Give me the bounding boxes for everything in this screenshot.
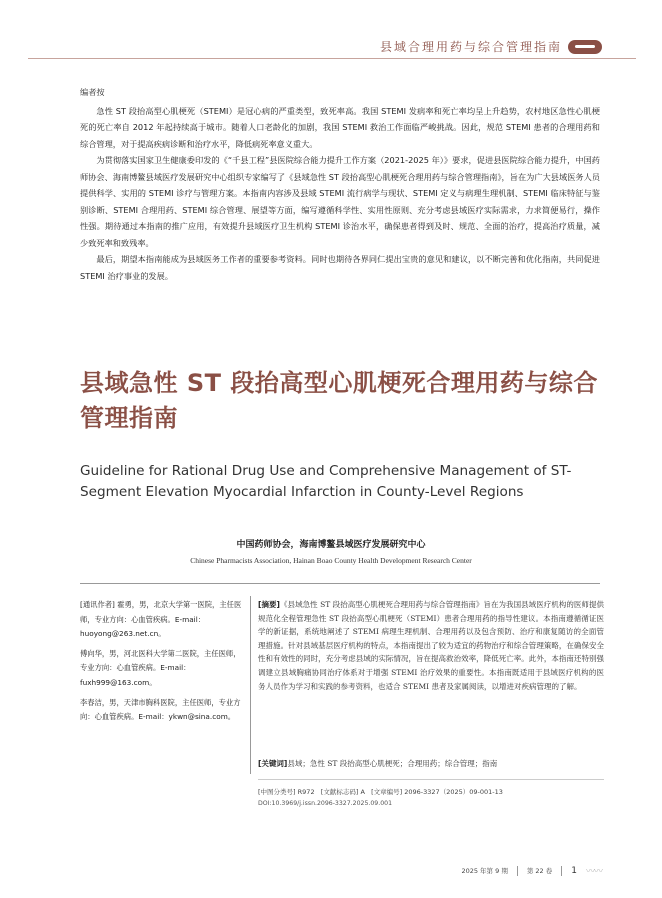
footer-volume: 第 22 卷 [526, 867, 553, 875]
editor-note-paragraph-1: 急性 ST 段抬高型心肌梗死（STEMI）是冠心病的严重类型，致死率高。我国 STEMI 发病率和死亡率均呈上升趋势，农村地区急性心肌梗死的死亡率自 2012 年起持续高于城市。随着人口老龄化的加剧，我国 STEMI 救治工作面临严峻挑战。因此，规范 STEMI 患者的合理用药和综合管理，对于提高疾病诊断和治疗水平，降低病死率意义重大。 [80, 105, 600, 149]
article-title-cn: 县域急性 ST 段抬高型心肌梗死合理用药与综合管理指南 [80, 369, 598, 432]
footer-separator [561, 866, 562, 876]
section-divider [80, 583, 600, 584]
editor-note-paragraph-2: 为贯彻落实国家卫生健康委印发的《“千县工程”县医院综合能力提升工作方案（2021-2025 年）》要求，促进县医院综合能力提升，中国药师协会、海南博鳌县域医疗发展研究中心组织专家编写了《县域急性 ST 段抬高型心肌梗死合理用药与综合管理指南》，旨在为广大县域医务人员提供科学、实用的 STEMI 诊疗与管理方案。本指南内容涉及县域 STEMI 流行病学与现状、STEMI 定义与病理生理机制、STEMI 临床特征与鉴别诊断、STEMI 合理用药、STEMI 综合管理、展望等方面，编写遵循科学性、实用性原则、充分考虑县域医疗实际需求，力求简便易行，操作性强。期待通过本指南的推广应用，有效提升县域医疗卫生机构 STEMI 诊治水平，确保患者得到及时、规范、全面的治疗，提高治疗质量，减少致死率和致残率。 [80, 155, 600, 248]
doc-code-value: A [360, 788, 365, 796]
clc-label: [中图分类号] [258, 788, 296, 796]
editor-note-label: 编者按 [80, 87, 105, 97]
abstract-text: 《县域急性 ST 段抬高型心肌梗死合理用药与综合管理指南》旨在为我国县域医疗机构的医师提供规范化全程管理急性 ST 段抬高型心肌梗死（STEMI）患者合理用药的指导性建议。本指南遵循循证医学的新证据，系统地阐述了 STEMI 病理生理机制、合理用药以及包含预防、治疗和康复随访的全面管理措施。针对县域基层医疗机构的特点，本指南提出了较为适宜的药物治疗和综合管理策略，在确保安全性和有效性的同时，充分考虑县域的实际情况，旨在提高救治效率，降低死亡率。此外，本指南还特别强调建立县域胸痛协同治疗体系对于增强 STEMI 治疗效果的重要性。本指南既适用于县域医疗机构的医务人员作为学习和实践的参考资料，也适合 STEMI 患者及家属阅读，以增进对疾病管理的了解。 [258, 600, 604, 691]
running-header [380, 38, 602, 55]
article-title-en: Guideline for Rational Drug Use and Comprehensive Management of ST-Segment Elevation Myocardial Infarction in County-Level Regions [80, 463, 572, 500]
editor-note-paragraph-3: 最后，期望本指南能成为县域医务工作者的重要参考资料。同时也期待各界同仁提出宝贵的意见和建议，以不断完善和优化指南，共同促进 STEMI 治疗事业的发展。 [80, 254, 600, 281]
footer-ornament-icon: 〰〰 [585, 867, 602, 877]
header-rule [28, 58, 636, 59]
correspondent-2: 傅向华，男，河北医科大学第二医院，主任医师，专业方向：心血管疾病。E-mail：fuxh999@163.com。 [80, 648, 241, 687]
article-number-value: 2096-3327（2025）09-001-13 [404, 788, 503, 796]
footer-issue: 2025 年第 9 期 [461, 867, 508, 875]
correspondent-info [80, 598, 242, 730]
doi: DOI:10.3969/j.issn.2096-3327.2025.09.001 [258, 800, 393, 807]
authors-cn: 中国药师协会，海南博鳌县域医疗发展研究中心 [236, 540, 426, 550]
correspondent-3: 李春洁，男，天津市胸科医院，主任医师，专业方向：心血管疾病。E-mail：ykwn@sina.com。 [80, 697, 241, 722]
classification-line [258, 787, 604, 798]
journal-section-title: 县域合理用药与综合管理指南 [379, 40, 562, 54]
column-divider [250, 596, 251, 774]
clc-value: R972 [297, 788, 315, 796]
doc-code-label: [文献标志码] [320, 788, 359, 796]
page-number: 1 [571, 865, 577, 876]
keywords [258, 758, 604, 769]
journal-logo-icon [568, 40, 602, 54]
editor-note [80, 84, 600, 284]
keywords-rule [258, 779, 604, 780]
footer-separator [517, 866, 518, 876]
abstract [258, 598, 604, 693]
abstract-label: [摘要] [258, 600, 280, 609]
article-number-label: [文章编号] [371, 788, 403, 796]
correspondent-1: [通讯作者] 霍勇，男，北京大学第一医院，主任医师，专业方向：心血管疾病。E-mail：huoyong@263.net.cn。 [80, 600, 242, 639]
keywords-text: 县域；急性 ST 段抬高型心肌梗死；合理用药；综合管理；指南 [287, 759, 498, 768]
keywords-label: [关键词] [258, 759, 288, 768]
page-footer [461, 864, 602, 877]
authors-en: Chinese Pharmacists Association, Hainan Boao County Health Development Research Center [190, 556, 472, 565]
